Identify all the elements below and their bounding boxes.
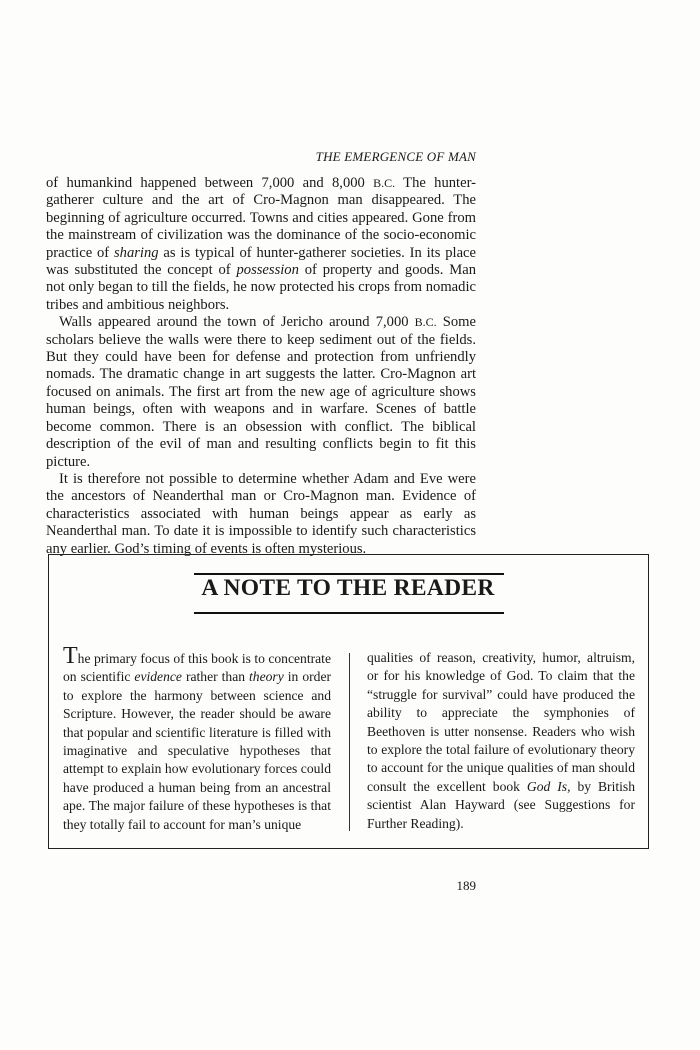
drop-cap: T xyxy=(63,643,78,669)
column-divider xyxy=(349,653,350,831)
paragraph-2: Walls appeared around the town of Jericho around 7,000 B.C. Some scholars believe the walls were there to keep sediment out of the fields. But they could have been for defense and protection from unfriendly nomads. The dramatic change in art suggests the latter. Cro-Magnon art focused on animals. The first art from the new age of agriculture shows human beings, often with weapons and in warfare. Scenes of battle become common. There is an obsession with conflict. The biblical description of the evil of man and resulting conflicts begin to fit this picture. xyxy=(46,314,476,470)
note-column-left: The primary focus of this book is to concentrate on scientific evidence rather than theory in order to explore the harmony between science and Scripture. However, the reader should be aware that popular and scientific literature is filled with imaginative and speculative hypotheses that attempt to explain how evolutionary forces could have produced a human being from an ancestral ape. The major failure of these hypotheses is that they totally fail to account for man’s unique xyxy=(63,643,332,832)
note-title: A NOTE TO THE READER xyxy=(201,575,495,601)
body-text xyxy=(46,175,476,558)
paragraph-3: It is therefore not possible to determine whether Adam and Eve were the ancestors of Neanderthal man or Cro-Magnon man. Evidence of characteristics associated with human beings appear as early as Neanderthal man. To date it is impossible to identify such characteristics any earlier. God’s timing of events is often mysterious. xyxy=(46,470,476,557)
page-number: 189 xyxy=(456,878,476,893)
note-box xyxy=(48,554,649,849)
title-rule-bottom xyxy=(194,612,504,614)
note-column-right: qualities of reason, creativity, humor, altruism, or for his knowledge of God. To claim that the “struggle for survival” could have produced the ability to appreciate the symphonies of Beethoven is utter nonsense. Readers who wish to explore the total failure of evolutionary theory to account for the unique qualities of man should consult the excellent book God Is, by British scientist Alan Hayward (see Suggestions for Further Reading). xyxy=(367,650,635,831)
running-head: THE EMERGENCE OF MAN xyxy=(315,149,476,164)
paragraph-1: of humankind happened between 7,000 and 8,000 B.C. The hunter-gatherer culture and the art of Cro-Magnon man disappeared. The beginning of agriculture occurred. Towns and cities appeared. Gone from the mainstream of civilization was the dominance of the socio-economic practice of sharing as is typical of hunter-gatherer societies. In its place was substituted the concept of possession of property and goods. Man not only began to till the fields, he now protected his crops from nomadic tribes and ambitious neighbors. xyxy=(46,175,477,313)
